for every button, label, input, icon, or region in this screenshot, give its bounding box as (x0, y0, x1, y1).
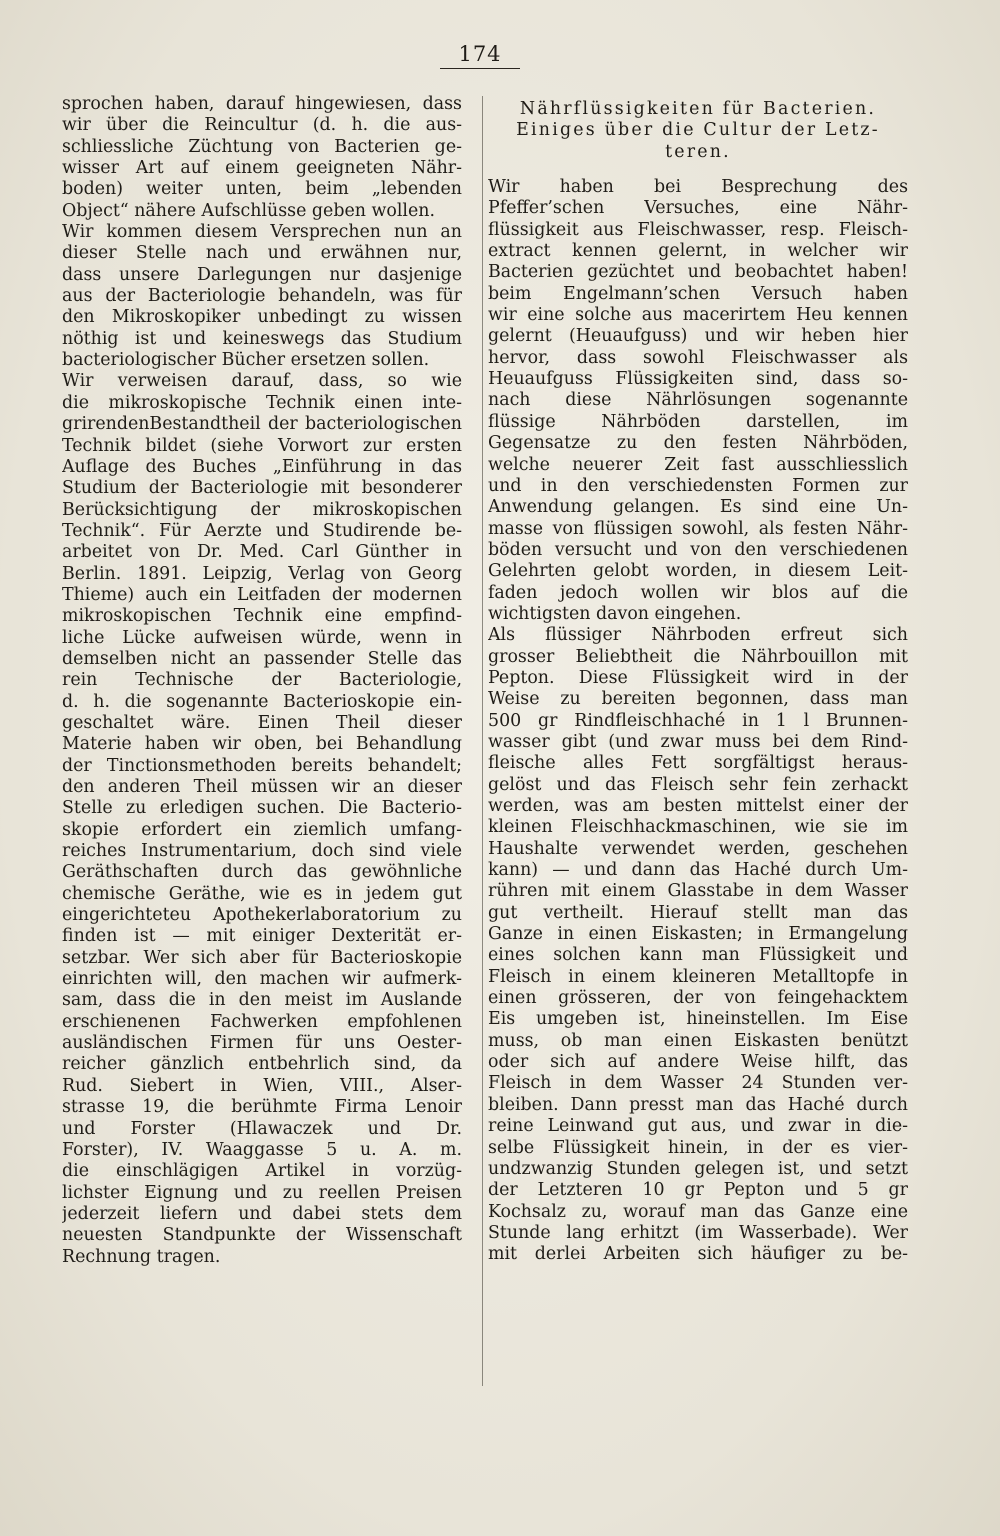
text-line: reine Leinwand gut aus, und zwar in die- (488, 1116, 908, 1137)
text-line: den Mikroskopiker unbedingt zu wissen (62, 307, 462, 328)
text-line: geschaltet wäre. Einen Theil dieser (62, 712, 462, 733)
text-line: dass unsere Darlegungen nur dasjenige (62, 264, 462, 285)
text-line: Einiges über die Cultur der Letz- (516, 120, 880, 141)
text-line: einen grösseren, der von feingehacktem (488, 988, 908, 1009)
right-column-body (488, 177, 908, 1266)
text-line: setzbar. Wer sich aber für Bacterioskopie (62, 947, 462, 968)
text-line: demselben nicht an passender Stelle das (62, 648, 462, 669)
text-line: Pepton. Diese Flüssigkeit wird in der (488, 667, 908, 688)
page-number: 174 (440, 42, 520, 69)
text-line: rühren mit einem Glasstabe in dem Wasser (488, 881, 908, 902)
text-line: undzwanzig Stunden gelegen ist, und setzt (488, 1158, 908, 1179)
text-line: Stunde lang erhitzt (im Wasserbade). Wer (488, 1222, 908, 1243)
text-line: Technik bildet (siehe Vorwort zur ersten (62, 435, 462, 456)
text-line: eingerichteteu Apothekerlaboratorium zu (62, 905, 462, 926)
text-line: grosser Beliebtheit die Nährbouillon mit (488, 646, 908, 667)
text-line: neuesten Standpunkte der Wissenschaft (62, 1225, 462, 1246)
text-line: reiches Instrumentarium, doch sind viele (62, 841, 462, 862)
text-line: bleiben. Dann presst man das Haché durch (488, 1094, 908, 1115)
text-line: ausländischen Firmen für uns Oester- (62, 1033, 462, 1054)
text-line: selbe Flüssigkeit hinein, in der es vier- (488, 1137, 908, 1158)
text-line: Eis umgeben ist, hineinstellen. Im Eise (488, 1009, 908, 1030)
left-column (62, 94, 462, 1268)
text-line: der Tinctionsmethoden bereits behandelt; (62, 755, 462, 776)
text-line: Anwendung gelangen. Es sind eine Un- (488, 497, 908, 518)
text-line: Nährflüssigkeiten für Bacterien. (519, 99, 877, 119)
text-line: mit derlei Arbeiten sich häufiger zu be- (488, 1244, 908, 1265)
text-line: Wir haben bei Besprechung des (488, 177, 908, 198)
text-line: böden versucht und von den verschiedenen (488, 539, 908, 560)
text-line: fleische alles Fett sorgfältigst heraus- (488, 753, 908, 774)
text-line: flüssige Nährböden darstellen, im (488, 411, 908, 432)
text-line: gelöst und das Fleisch sehr fein zerhackt (488, 774, 908, 795)
text-line: 500 gr Rindfleischhaché in 1 l Brunnen- (488, 710, 908, 731)
text-line: Geräthschaften durch das gewöhnliche (62, 862, 462, 883)
text-line: Rud. Siebert in Wien, VIII., Alser- (62, 1075, 462, 1096)
text-line: wichtigsten davon eingehen. (488, 603, 742, 624)
text-line: hervor, dass sowohl Fleischwasser als (488, 347, 908, 368)
text-line: bacteriologischer Bücher ersetzen sollen. (62, 350, 430, 371)
text-line: Heuaufguss Flüssigkeiten sind, dass so- (488, 369, 908, 390)
text-line: chemische Geräthe, wie es in jedem gut (62, 883, 462, 904)
text-line: masse von flüssigen sowohl, als festen Nähr- (488, 518, 908, 539)
text-line: mikroskopischen Technik eine empfind- (62, 606, 462, 627)
text-line: der Letzteren 10 gr Pepton und 5 gr (488, 1180, 908, 1201)
text-line: Bacterien gezüchtet und beobachtet haben! (488, 262, 908, 283)
text-line: sprochen haben, darauf hingewiesen, dass (62, 94, 462, 114)
text-line: flüssigkeit aus Fleischwasser, resp. Fleisch- (488, 219, 908, 240)
text-line: Technik“. Für Aerzte und Studirende be- (62, 520, 462, 541)
text-line: skopie erfordert ein ziemlich umfang- (62, 819, 462, 840)
text-line: werden, was am besten mittelst einer der (488, 796, 908, 816)
text-line: boden) weiter unten, beim „lebenden (62, 179, 462, 200)
text-line: schliessliche Züchtung von Bacterien ge- (62, 136, 462, 157)
text-line: Als flüssiger Nährboden erfreut sich (488, 625, 908, 646)
text-line: Object“ nähere Aufschlüsse geben wollen. (62, 200, 435, 221)
text-line: einrichten will, den machen wir aufmerk- (62, 969, 462, 990)
text-line: erschienenen Fachwerken empfohlenen (62, 1011, 462, 1032)
text-line: Fleisch in einem kleineren Metalltopfe in (488, 966, 908, 987)
text-line: Fleisch in dem Wasser 24 Stunden ver- (488, 1073, 908, 1094)
text-line: extract kennen gelernt, in welcher wir (488, 241, 908, 262)
text-line: Gegensatze zu den festen Nährböden, (488, 433, 908, 454)
text-line: die mikroskopische Technik einen inte- (62, 392, 462, 413)
text-line: oder sich auf andere Weise hilft, das (488, 1052, 908, 1073)
text-line: und in den verschiedensten Formen zur (488, 475, 908, 496)
text-line: beim Engelmann’schen Versuch haben (488, 283, 908, 304)
text-line: Kochsalz zu, worauf man das Ganze eine (488, 1201, 908, 1222)
text-line: Materie haben wir oben, bei Behandlung (62, 734, 462, 755)
text-line: grirendenBestandtheil der bacteriologischen (62, 414, 462, 435)
text-line: arbeitet von Dr. Med. Carl Günther in (62, 542, 462, 563)
text-line: Gelehrten gelobt worden, in diesem Leit- (488, 561, 908, 582)
text-line: nach diese Nährlösungen sogenannte (488, 390, 908, 411)
text-line: wir eine solche aus macerirtem Heu kennen (488, 305, 908, 326)
text-line: Wir verweisen darauf, dass, so wie (62, 371, 462, 392)
text-line: und Forster (Hlawaczek und Dr. (62, 1118, 462, 1139)
text-line: wisser Art auf einem geeigneten Nähr- (62, 158, 462, 179)
text-line: sam, dass die in den meist im Auslande (62, 990, 462, 1011)
text-line: faden jedoch wollen wir blos auf die (488, 582, 908, 603)
text-line: Forster), IV. Waaggasse 5 u. A. m. (62, 1139, 462, 1160)
text-line: aus der Bacteriologie behandeln, was für (62, 286, 462, 307)
text-line: nöthig ist und keineswegs das Studium (62, 328, 462, 349)
text-line: Pfeffer’schen Versuches, eine Nähr- (488, 198, 908, 219)
text-line: Haushalte verwendet werden, geschehen (488, 838, 908, 859)
section-heading (488, 99, 908, 163)
text-line: gelernt (Heuaufguss) und wir heben hier (488, 326, 908, 347)
heading-gap (488, 163, 908, 177)
column-divider (482, 96, 483, 1386)
text-line: Ganze in einen Eiskasten; in Ermangelung (488, 924, 908, 945)
text-line: Berlin. 1891. Leipzig, Verlag von Georg (62, 563, 462, 584)
text-line: reicher gänzlich entbehrlich sind, da (62, 1054, 462, 1075)
text-line: wir über die Reincultur (d. h. die aus- (62, 115, 462, 136)
text-line: muss, ob man einen Eiskasten benützt (488, 1030, 908, 1051)
text-line: den anderen Theil müssen wir an dieser (62, 777, 462, 797)
text-line: jederzeit liefern und dabei stets dem (62, 1203, 462, 1224)
text-line: gut vertheilt. Hierauf stellt man das (488, 902, 908, 923)
text-line: Thieme) auch ein Leitfaden der modernen (62, 584, 462, 605)
text-line: kleinen Fleischhackmaschinen, wie sie im (488, 817, 908, 838)
text-line: liche Lücke aufweisen würde, wenn in (62, 627, 462, 648)
text-line: lichster Eignung und zu reellen Preisen (62, 1182, 462, 1203)
text-line: wasser gibt (und zwar muss bei dem Rind- (488, 731, 908, 752)
text-line: kann) — und dann das Haché durch Um- (488, 860, 908, 881)
text-line: rein Technische der Bacteriologie, (62, 670, 462, 691)
text-line: Auflage des Buches „Einführung in das (62, 456, 462, 477)
text-line: d. h. die sogenannte Bacterioskopie ein- (62, 691, 462, 712)
text-line: Studium der Bacteriologie mit besonderer (62, 478, 462, 499)
right-column (488, 99, 908, 1266)
text-line: finden ist — mit einiger Dexterität er- (62, 926, 462, 947)
text-line: die einschlägigen Artikel in vorzüg- (62, 1161, 462, 1182)
text-line: dieser Stelle nach und erwähnen nur, (62, 243, 462, 264)
text-line: eines solchen kann man Flüssigkeit und (488, 945, 908, 966)
text-line: strasse 19, die berühmte Firma Lenoir (62, 1097, 462, 1118)
text-line: Berücksichtigung der mikroskopischen (62, 499, 462, 520)
text-line: Rechnung tragen. (62, 1246, 221, 1267)
text-line: welche neuerer Zeit fast ausschliesslich (488, 454, 908, 475)
text-line: Wir kommen diesem Versprechen nun an (62, 222, 462, 243)
text-line: Weise zu bereiten begonnen, dass man (488, 689, 908, 710)
text-line: Stelle zu erledigen suchen. Die Bacterio- (62, 798, 462, 819)
text-line: teren. (665, 141, 731, 162)
